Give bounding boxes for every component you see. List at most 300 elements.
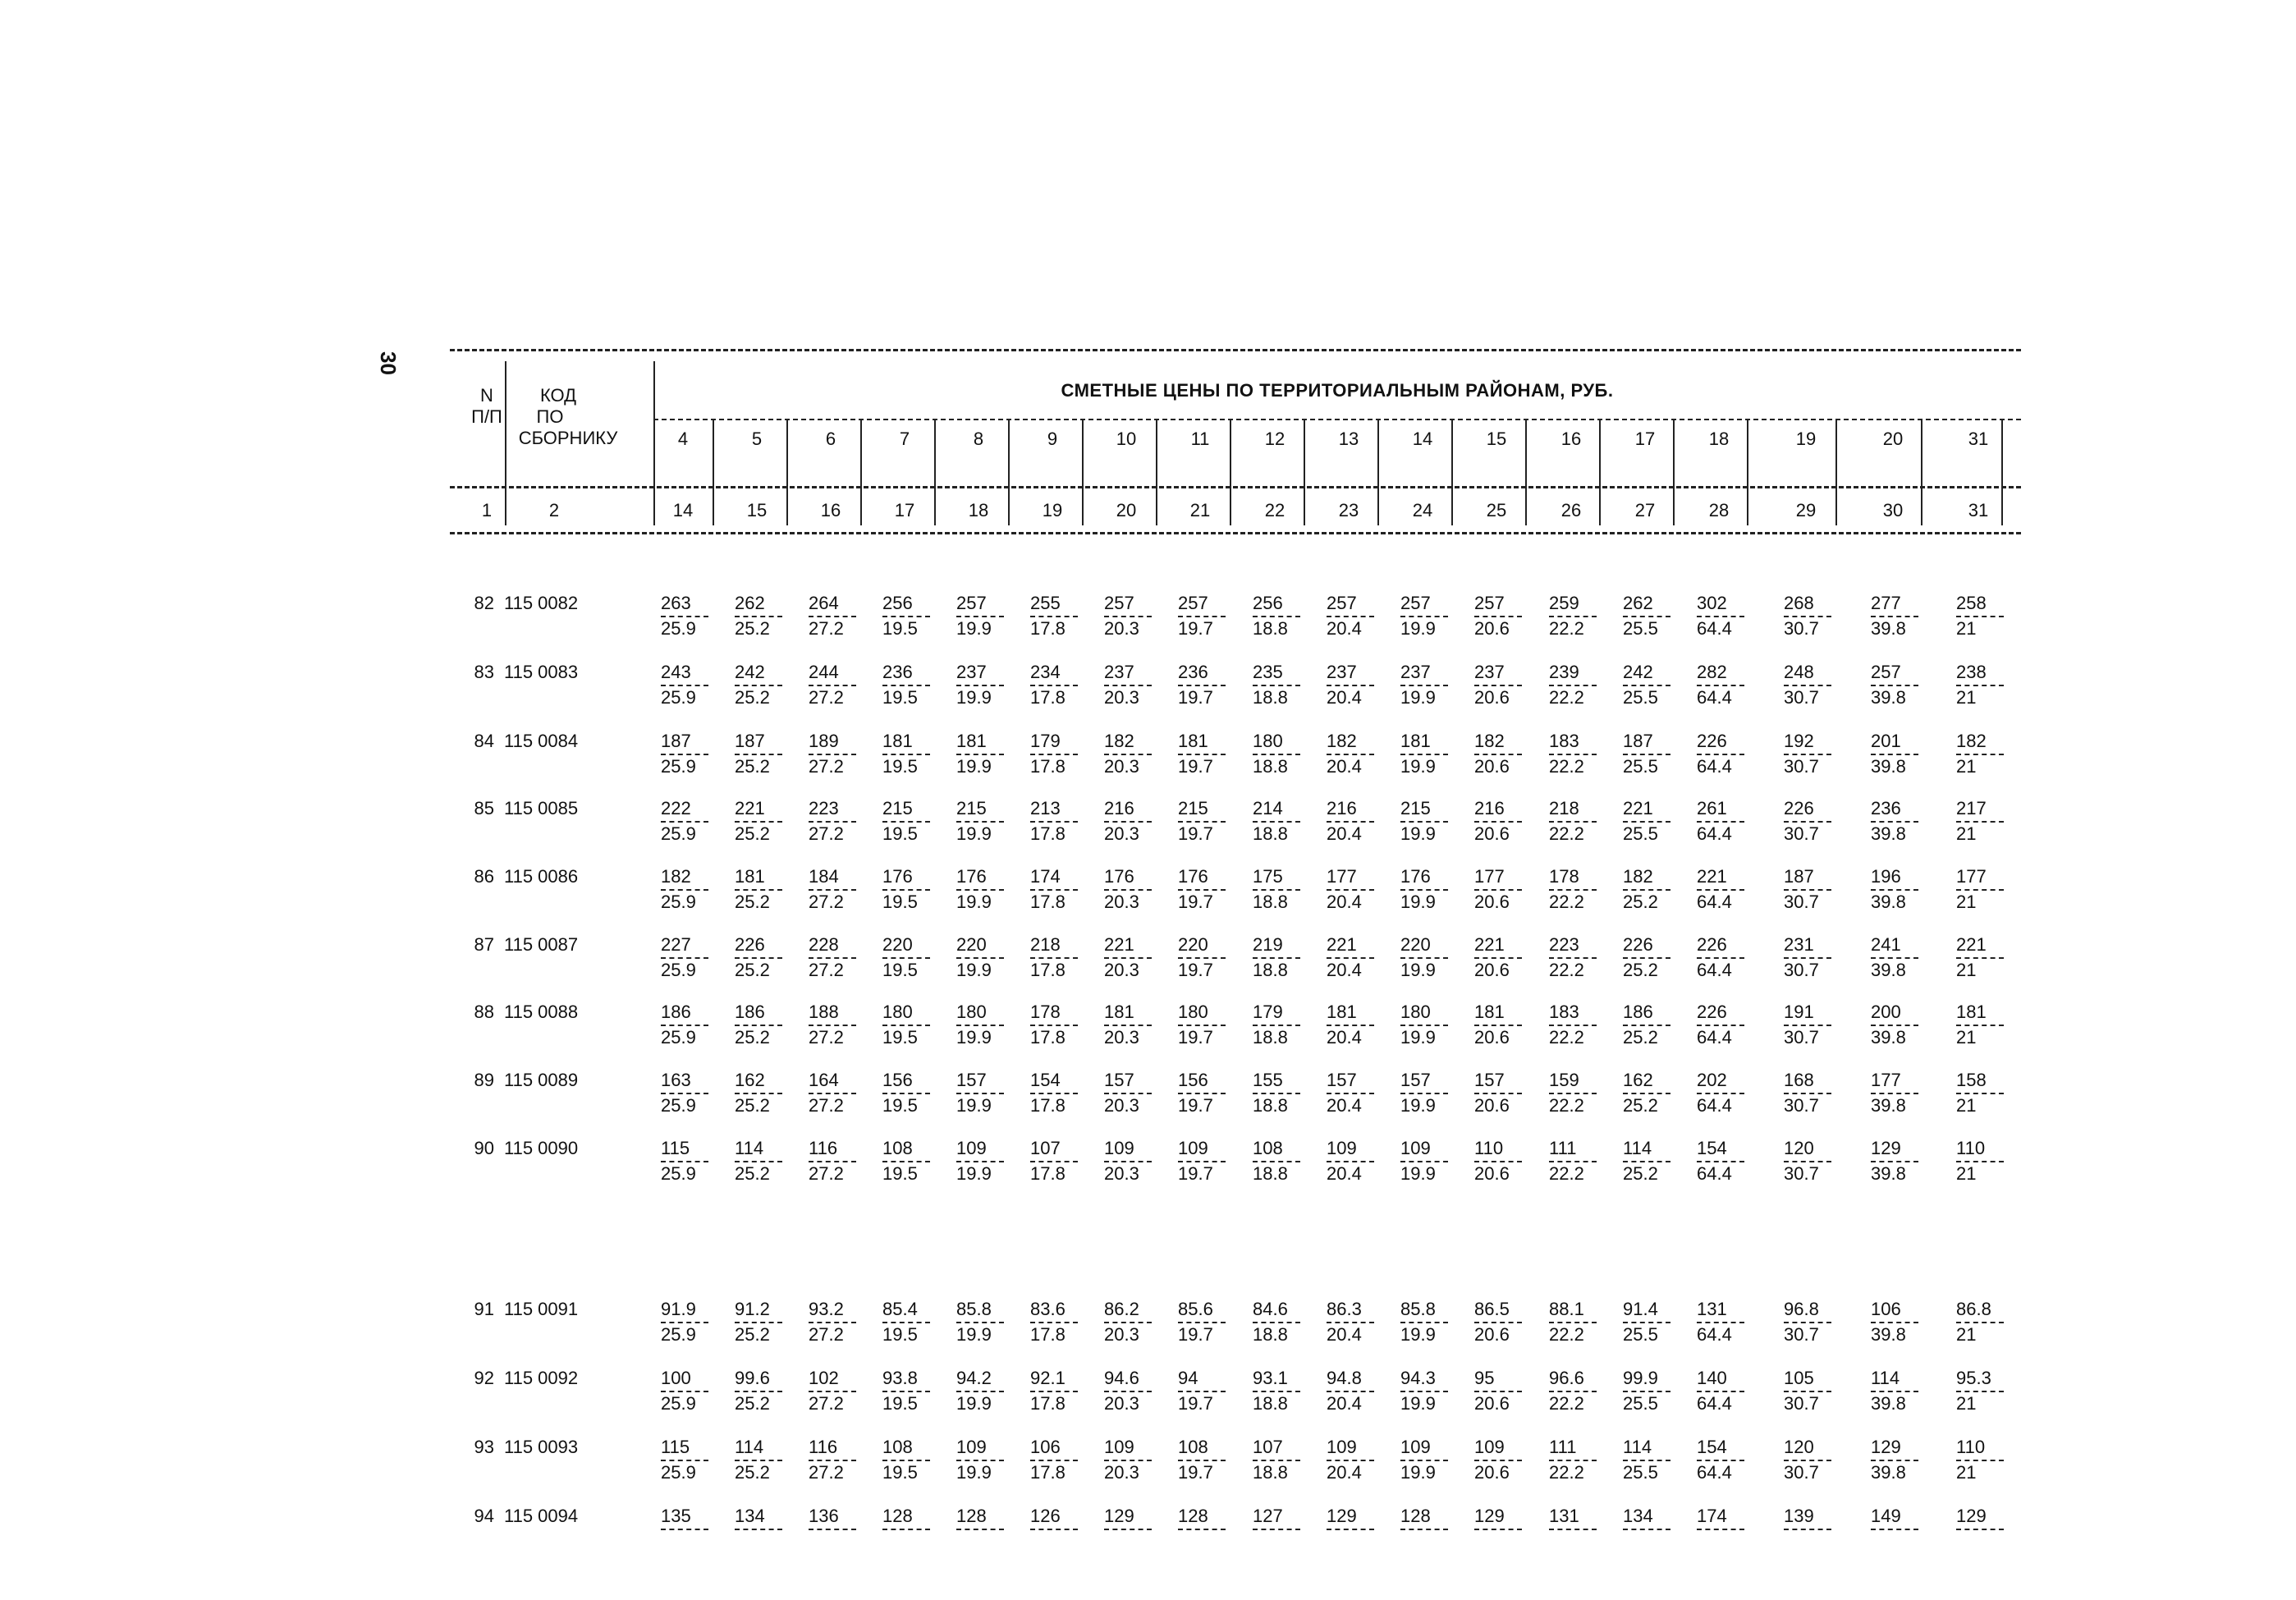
- coefficient-value: 30.7: [1784, 1095, 1819, 1116]
- fraction-dash: [1400, 1025, 1448, 1026]
- price-cell: [1400, 866, 1448, 913]
- price-cell: [1474, 731, 1522, 777]
- price-value: 220: [1400, 934, 1431, 955]
- price-cell: [809, 866, 856, 913]
- price-cell: [1327, 731, 1374, 777]
- price-value: 257: [1400, 593, 1431, 613]
- price-cell: [1549, 662, 1597, 708]
- price-value: 221: [1104, 934, 1134, 955]
- price-value: 216: [1104, 798, 1134, 818]
- coefficient-value: 19.7: [1178, 1324, 1213, 1345]
- fraction-dash: [661, 957, 708, 959]
- fraction-dash: [882, 1460, 930, 1461]
- price-value: 181: [1400, 731, 1431, 751]
- row-number: 85: [474, 798, 494, 818]
- fraction-dash: [1549, 957, 1597, 959]
- coefficient-value: 22.2: [1549, 892, 1584, 912]
- price-value: 175: [1253, 866, 1283, 887]
- fraction-dash: [1623, 889, 1670, 891]
- price-value: 177: [1474, 866, 1505, 887]
- price-value: 186: [735, 1002, 765, 1022]
- coefficient-value: 20.6: [1474, 823, 1510, 844]
- price-cell: [735, 1437, 782, 1483]
- coefficient-value: 17.8: [1030, 960, 1066, 980]
- header-column-separator: [505, 361, 506, 525]
- fraction-dash: [956, 957, 1004, 959]
- header-district-number: 12: [1264, 429, 1285, 449]
- price-cell: [1784, 1506, 1831, 1531]
- price-cell: [1474, 1299, 1522, 1346]
- fraction-dash: [882, 1093, 930, 1094]
- coefficient-value: 18.8: [1253, 892, 1288, 912]
- coefficient-value: 18.8: [1253, 960, 1288, 980]
- price-cell: [1178, 1299, 1226, 1346]
- price-cell: [1400, 798, 1448, 845]
- coefficient-value: 17.8: [1030, 1027, 1066, 1048]
- price-value: 107: [1253, 1437, 1283, 1457]
- coefficient-value: 64.4: [1697, 1095, 1732, 1116]
- header-district-number: 9: [1047, 429, 1058, 449]
- header-district-number: 10: [1116, 429, 1137, 449]
- price-cell: [661, 934, 708, 981]
- fraction-dash: [1253, 821, 1300, 823]
- coefficient-value: 39.8: [1871, 756, 1906, 777]
- row-number: 94: [474, 1506, 494, 1526]
- price-value: 226: [1697, 731, 1727, 751]
- price-cell: [1474, 662, 1522, 708]
- coefficient-value: 20.6: [1474, 1324, 1510, 1345]
- fraction-dash: [1104, 754, 1152, 755]
- price-value: 134: [735, 1506, 765, 1526]
- price-cell: [1956, 934, 2004, 981]
- price-cell: [1030, 662, 1078, 708]
- coefficient-value: 19.9: [956, 960, 992, 980]
- price-value: 159: [1549, 1070, 1579, 1090]
- price-cell: [882, 1070, 930, 1116]
- price-value: 237: [1327, 662, 1357, 682]
- price-value: 174: [1030, 866, 1061, 887]
- price-cell: [1253, 662, 1300, 708]
- price-value: 181: [1956, 1002, 1987, 1022]
- price-value: 94.3: [1400, 1368, 1436, 1388]
- price-value: 261: [1697, 798, 1727, 818]
- fraction-dash: [1327, 685, 1374, 686]
- fraction-dash: [1784, 616, 1831, 617]
- fraction-dash: [1400, 1322, 1448, 1323]
- price-value: 282: [1697, 662, 1727, 682]
- price-value: 108: [882, 1138, 913, 1158]
- price-value: 239: [1549, 662, 1579, 682]
- row-label: [460, 662, 578, 683]
- price-value: 162: [1623, 1070, 1653, 1090]
- fraction-dash: [1253, 1161, 1300, 1162]
- price-value: 91.4: [1623, 1299, 1658, 1319]
- price-value: 177: [1327, 866, 1357, 887]
- fraction-dash: [1784, 957, 1831, 959]
- price-cell: [1327, 1368, 1374, 1414]
- fraction-dash: [1697, 1529, 1744, 1530]
- price-cell: [1253, 866, 1300, 913]
- price-cell: [809, 1437, 856, 1483]
- price-value: 248: [1784, 662, 1814, 682]
- coefficient-value: 64.4: [1697, 1163, 1732, 1184]
- fraction-dash: [1253, 889, 1300, 891]
- row-label: [460, 1506, 578, 1527]
- price-cell: [956, 1368, 1004, 1414]
- price-value: 95.3: [1956, 1368, 1991, 1388]
- price-value: 236: [1871, 798, 1901, 818]
- coefficient-value: 19.7: [1178, 1095, 1213, 1116]
- price-value: 234: [1030, 662, 1061, 682]
- price-cell: [735, 1299, 782, 1346]
- fraction-dash: [1697, 1391, 1744, 1392]
- price-value: 187: [735, 731, 765, 751]
- price-value: 120: [1784, 1138, 1814, 1158]
- price-cell: [661, 593, 708, 640]
- coefficient-value: 19.9: [1400, 960, 1436, 980]
- price-value: 174: [1697, 1506, 1727, 1526]
- header-column-separator: [1599, 420, 1601, 525]
- price-cell: [1549, 1437, 1597, 1483]
- coefficient-value: 20.3: [1104, 892, 1139, 912]
- fraction-dash: [882, 754, 930, 755]
- fraction-dash: [882, 1161, 930, 1162]
- coefficient-value: 20.4: [1327, 1393, 1362, 1414]
- coefficient-value: 25.9: [661, 892, 696, 912]
- coefficient-value: 64.4: [1697, 1393, 1732, 1414]
- price-cell: [956, 1506, 1004, 1531]
- price-cell: [1400, 1070, 1448, 1116]
- price-value: 222: [661, 798, 691, 818]
- price-value: 180: [1178, 1002, 1208, 1022]
- fraction-dash: [1549, 1322, 1597, 1323]
- price-cell: [1549, 593, 1597, 640]
- coefficient-value: 21: [1956, 823, 1977, 844]
- fraction-dash: [1030, 957, 1078, 959]
- price-cell: [1549, 1002, 1597, 1048]
- coefficient-value: 19.5: [882, 618, 918, 639]
- price-cell: [661, 1070, 708, 1116]
- fraction-dash: [735, 1161, 782, 1162]
- fraction-dash: [1871, 1161, 1918, 1162]
- fraction-dash: [1697, 1460, 1744, 1461]
- price-value: 189: [809, 731, 839, 751]
- price-cell: [1253, 1138, 1300, 1185]
- price-value: 176: [956, 866, 987, 887]
- price-cell: [1697, 1368, 1744, 1414]
- row-label: [460, 798, 578, 819]
- coefficient-value: 39.8: [1871, 1163, 1906, 1184]
- price-value: 94.2: [956, 1368, 992, 1388]
- fraction-dash: [1871, 754, 1918, 755]
- price-cell: [1549, 1299, 1597, 1346]
- price-value: 242: [735, 662, 765, 682]
- coefficient-value: 30.7: [1784, 687, 1819, 708]
- coefficient-value: 64.4: [1697, 960, 1732, 980]
- coefficient-value: 22.2: [1549, 1163, 1584, 1184]
- price-value: 186: [661, 1002, 691, 1022]
- price-value: 181: [1178, 731, 1208, 751]
- coefficient-value: 25.5: [1623, 687, 1658, 708]
- coefficient-value: 17.8: [1030, 687, 1066, 708]
- header-column-separator: [1156, 420, 1157, 525]
- price-value: 107: [1030, 1138, 1061, 1158]
- price-cell: [1697, 662, 1744, 708]
- fraction-dash: [1474, 754, 1522, 755]
- fraction-dash: [735, 957, 782, 959]
- price-cell: [956, 1002, 1004, 1048]
- price-value: 220: [882, 934, 913, 955]
- fraction-dash: [1030, 1025, 1078, 1026]
- row-code: 115 0082: [504, 593, 579, 613]
- fraction-dash: [1474, 1460, 1522, 1461]
- row-label: [460, 1437, 578, 1458]
- coefficient-value: 19.9: [956, 1027, 992, 1048]
- price-value: 216: [1327, 798, 1357, 818]
- coefficient-value: 19.9: [956, 618, 992, 639]
- price-value: 106: [1871, 1299, 1901, 1319]
- price-value: 241: [1871, 934, 1901, 955]
- coefficient-value: 19.9: [956, 1393, 992, 1414]
- price-cell: [1327, 1138, 1374, 1185]
- price-value: 226: [735, 934, 765, 955]
- price-value: 85.4: [882, 1299, 918, 1319]
- header-column-index: 15: [746, 500, 768, 520]
- price-cell: [1253, 1368, 1300, 1414]
- price-cell: [1784, 731, 1831, 777]
- price-value: 157: [1327, 1070, 1357, 1090]
- price-cell: [1104, 731, 1152, 777]
- fraction-dash: [1327, 1529, 1374, 1530]
- fraction-dash: [1474, 685, 1522, 686]
- fraction-dash: [1030, 1391, 1078, 1392]
- fraction-dash: [1956, 1460, 2004, 1461]
- price-value: 188: [809, 1002, 839, 1022]
- coefficient-value: 20.3: [1104, 1393, 1139, 1414]
- fraction-dash: [1549, 685, 1597, 686]
- price-value: 226: [1697, 1002, 1727, 1022]
- fraction-dash: [1253, 957, 1300, 959]
- price-value: 182: [1956, 731, 1987, 751]
- coefficient-value: 27.2: [809, 618, 844, 639]
- fraction-dash: [661, 821, 708, 823]
- fraction-dash: [1253, 1391, 1300, 1392]
- fraction-dash: [956, 821, 1004, 823]
- fraction-dash: [956, 1391, 1004, 1392]
- price-cell: [661, 1299, 708, 1346]
- price-value: 109: [956, 1138, 987, 1158]
- price-value: 131: [1549, 1506, 1579, 1526]
- price-cell: [1030, 1506, 1078, 1531]
- price-cell: [1956, 1138, 2004, 1185]
- coefficient-value: 19.5: [882, 1163, 918, 1184]
- price-cell: [1871, 1368, 1918, 1414]
- price-value: 221: [1623, 798, 1653, 818]
- row-number: 82: [474, 593, 494, 613]
- price-cell: [1623, 934, 1670, 981]
- price-cell: [1623, 731, 1670, 777]
- fraction-dash: [1104, 821, 1152, 823]
- price-cell: [1784, 1138, 1831, 1185]
- price-cell: [1549, 866, 1597, 913]
- coefficient-value: 19.5: [882, 960, 918, 980]
- price-value: 83.6: [1030, 1299, 1066, 1319]
- coefficient-value: 39.8: [1871, 1095, 1906, 1116]
- price-value: 154: [1030, 1070, 1061, 1090]
- row-code: 115 0089: [504, 1070, 579, 1090]
- coefficient-value: 21: [1956, 1163, 1977, 1184]
- fraction-dash: [1697, 889, 1744, 891]
- coefficient-value: 19.9: [956, 756, 992, 777]
- price-cell: [1104, 1506, 1152, 1531]
- fraction-dash: [956, 616, 1004, 617]
- coefficient-value: 19.7: [1178, 960, 1213, 980]
- header-district-number: 5: [751, 429, 763, 449]
- coefficient-value: 25.2: [735, 618, 770, 639]
- fraction-dash: [661, 1093, 708, 1094]
- fraction-dash: [1178, 889, 1226, 891]
- fraction-dash: [661, 1391, 708, 1392]
- coefficient-value: 19.9: [1400, 892, 1436, 912]
- fraction-dash: [1327, 889, 1374, 891]
- fraction-dash: [1178, 957, 1226, 959]
- coefficient-value: 30.7: [1784, 823, 1819, 844]
- price-cell: [1400, 593, 1448, 640]
- row-code: 115 0092: [504, 1368, 579, 1388]
- fraction-dash: [1030, 616, 1078, 617]
- price-value: 191: [1784, 1002, 1814, 1022]
- fraction-dash: [809, 889, 856, 891]
- header-column-index: 16: [820, 500, 841, 520]
- price-value: 109: [1104, 1437, 1134, 1457]
- coefficient-value: 25.9: [661, 1163, 696, 1184]
- price-cell: [1400, 1368, 1448, 1414]
- price-value: 183: [1549, 1002, 1579, 1022]
- price-cell: [735, 1138, 782, 1185]
- fraction-dash: [1327, 1391, 1374, 1392]
- price-value: 85.6: [1178, 1299, 1213, 1319]
- price-cell: [882, 798, 930, 845]
- coefficient-value: 20.3: [1104, 1462, 1139, 1483]
- header-column-index: 27: [1634, 500, 1656, 520]
- fraction-dash: [956, 1322, 1004, 1323]
- price-value: 158: [1956, 1070, 1987, 1090]
- header-column-index: 22: [1264, 500, 1285, 520]
- price-value: 157: [956, 1070, 987, 1090]
- coefficient-value: 18.8: [1253, 1163, 1288, 1184]
- fraction-dash: [1623, 616, 1670, 617]
- coefficient-value: 19.5: [882, 1095, 918, 1116]
- price-cell: [882, 1299, 930, 1346]
- price-value: 86.3: [1327, 1299, 1362, 1319]
- row-code: 115 0088: [504, 1002, 579, 1022]
- fraction-dash: [882, 616, 930, 617]
- coefficient-value: 21: [1956, 687, 1977, 708]
- header-district-number: 31: [1968, 429, 1989, 449]
- row-label: [460, 934, 578, 956]
- coefficient-value: 27.2: [809, 1462, 844, 1483]
- price-value: 182: [1474, 731, 1505, 751]
- coefficient-value: 18.8: [1253, 687, 1288, 708]
- coefficient-value: 21: [1956, 1393, 1977, 1414]
- fraction-dash: [809, 1529, 856, 1530]
- price-value: 134: [1623, 1506, 1653, 1526]
- coefficient-value: 21: [1956, 1324, 1977, 1345]
- coefficient-value: 21: [1956, 1095, 1977, 1116]
- fraction-dash: [1474, 957, 1522, 959]
- price-value: 181: [1104, 1002, 1134, 1022]
- coefficient-value: 17.8: [1030, 618, 1066, 639]
- row-number: 90: [474, 1138, 494, 1158]
- price-cell: [1549, 934, 1597, 981]
- fraction-dash: [1030, 1322, 1078, 1323]
- fraction-dash: [1784, 1529, 1831, 1530]
- coefficient-value: 22.2: [1549, 618, 1584, 639]
- price-value: 92.1: [1030, 1368, 1066, 1388]
- coefficient-value: 64.4: [1697, 1027, 1732, 1048]
- coefficient-value: 19.5: [882, 1324, 918, 1345]
- header-district-number: 4: [677, 429, 689, 449]
- coefficient-value: 30.7: [1784, 1393, 1819, 1414]
- price-value: 140: [1697, 1368, 1727, 1388]
- price-cell: [882, 866, 930, 913]
- fraction-dash: [1549, 821, 1597, 823]
- fraction-dash: [1871, 616, 1918, 617]
- price-cell: [882, 1138, 930, 1185]
- header-title: СМЕТНЫЕ ЦЕНЫ ПО ТЕРРИТОРИАЛЬНЫМ РАЙОНАМ, РУБ.: [1061, 380, 1614, 401]
- fraction-dash: [1327, 754, 1374, 755]
- coefficient-value: 20.6: [1474, 892, 1510, 912]
- coefficient-value: 18.8: [1253, 823, 1288, 844]
- price-cell: [735, 1002, 782, 1048]
- price-value: 176: [1104, 866, 1134, 887]
- fraction-dash: [735, 1093, 782, 1094]
- price-value: 116: [809, 1437, 838, 1457]
- fraction-dash: [1871, 957, 1918, 959]
- coefficient-value: 64.4: [1697, 618, 1732, 639]
- coefficient-value: 27.2: [809, 1027, 844, 1048]
- price-cell: [1178, 1437, 1226, 1483]
- price-cell: [1030, 593, 1078, 640]
- header-district-number: 16: [1560, 429, 1582, 449]
- price-cell: [1104, 1368, 1152, 1414]
- row-label: [460, 1002, 578, 1023]
- fraction-dash: [956, 1161, 1004, 1162]
- fraction-dash: [956, 1460, 1004, 1461]
- price-cell: [1697, 798, 1744, 845]
- price-cell: [1784, 1368, 1831, 1414]
- price-cell: [1030, 934, 1078, 981]
- price-value: 157: [1400, 1070, 1431, 1090]
- fraction-dash: [1030, 1161, 1078, 1162]
- price-cell: [1400, 1437, 1448, 1483]
- price-cell: [1253, 731, 1300, 777]
- fraction-dash: [1474, 1391, 1522, 1392]
- fraction-dash: [1253, 1460, 1300, 1461]
- price-value: 127: [1253, 1506, 1283, 1526]
- price-value: 109: [1327, 1138, 1357, 1158]
- fraction-dash: [809, 616, 856, 617]
- fraction-dash: [1784, 1460, 1831, 1461]
- price-value: 227: [661, 934, 691, 955]
- price-cell: [809, 1299, 856, 1346]
- price-value: 302: [1697, 593, 1727, 613]
- price-value: 128: [1178, 1506, 1208, 1526]
- price-cell: [956, 662, 1004, 708]
- coefficient-value: 18.8: [1253, 756, 1288, 777]
- price-cell: [1327, 1506, 1374, 1531]
- coefficient-value: 25.2: [1623, 960, 1658, 980]
